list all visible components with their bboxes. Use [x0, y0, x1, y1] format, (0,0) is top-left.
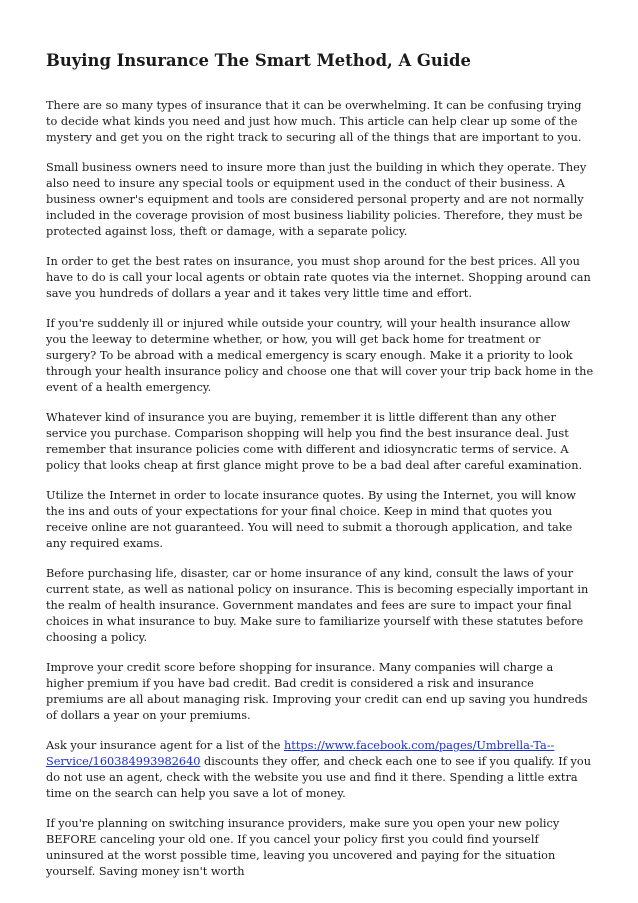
facebook-page-link[interactable]: https://www.facebook.com/pages/Umbrella-Ta--Service/160384993982640: [46, 739, 555, 768]
paragraph-10: If you're planning on switching insurance providers, make sure you open your new policy BEFORE canceling your old one. If you cancel your policy first you could find yourself uninsured at the worst possible time, leaving you uncovered and paying for the situation yourself. Saving money isn't worth: [46, 817, 560, 878]
paragraph-6: Utilize the Internet in order to locate insurance quotes. By using the Internet, you will know the ins and outs of your expectations for your final choice. Keep in mind that quotes you receive online are not guaranteed. You will need to submit a thorough application, and take any required exams.: [46, 489, 576, 550]
paragraph-8: Improve your credit score before shopping for insurance. Many companies will charge a higher premium if you have bad credit. Bad credit is considered a risk and insurance premiums are all about managing risk. Improving your credit can end up saving you hundreds of dollars a year on your premiums.: [46, 661, 588, 722]
paragraph-9: [46, 738, 594, 802]
document-title: Buying Insurance The Smart Method, A Guide: [46, 51, 471, 70]
paragraph-4: If you're suddenly ill or injured while outside your country, will your health insurance allow you the leeway to determine whether, or how, you will get back home for treatment or surgery? To be abroad with a medical emergency is scary enough. Make it a priority to look through your health insurance policy and choose one that will cover your trip back home in the event of a health emergency.: [46, 317, 594, 394]
paragraph-5: Whatever kind of insurance you are buying, remember it is little different than any other service you purchase. Comparison shopping will help you find the best insurance deal. Just remember that insurance policies come with different and idiosyncratic terms of service. A policy that looks cheap at first glance might prove to be a bad deal after careful examination.: [46, 411, 583, 472]
paragraph-1: There are so many types of insurance that it can be overwhelming. It can be confusing trying to decide what kinds you need and just how much. This article can help clear up some of the mystery and get you on the right track to securing all of the things that are important to you.: [46, 99, 582, 144]
document-page: [46, 50, 594, 894]
paragraph-9-before: Ask your insurance agent for a list of the: [46, 739, 284, 752]
paragraph-9-after: discounts they offer, and check each one to see if you qualify. If you do not use an agent, check with the website you use and find it there. Spending a little extra time on the search can help you save a lot of money.: [46, 755, 592, 800]
paragraph-3: In order to get the best rates on insurance, you must shop around for the best prices. All you have to do is call your local agents or obtain rate quotes via the internet. Shopping around can save you hundreds of dollars a year and it takes very little time and effort.: [46, 255, 591, 300]
paragraph-7: Before purchasing life, disaster, car or home insurance of any kind, consult the laws of your current state, as well as national policy on insurance. This is becoming especially important in the realm of health insurance. Government mandates and fees are sure to impact your final choices in what insurance to buy. Make sure to familiarize yourself with these statutes before choosing a policy.: [46, 567, 589, 644]
paragraph-2: Small business owners need to insure more than just the building in which they operate. They also need to insure any special tools or equipment used in the conduct of their business. A business owner's equipment and tools are considered personal property and are not normally included in the coverage provision of most business liability policies. Therefore, they must be protected against loss, theft or damage, with a separate policy.: [46, 161, 587, 238]
